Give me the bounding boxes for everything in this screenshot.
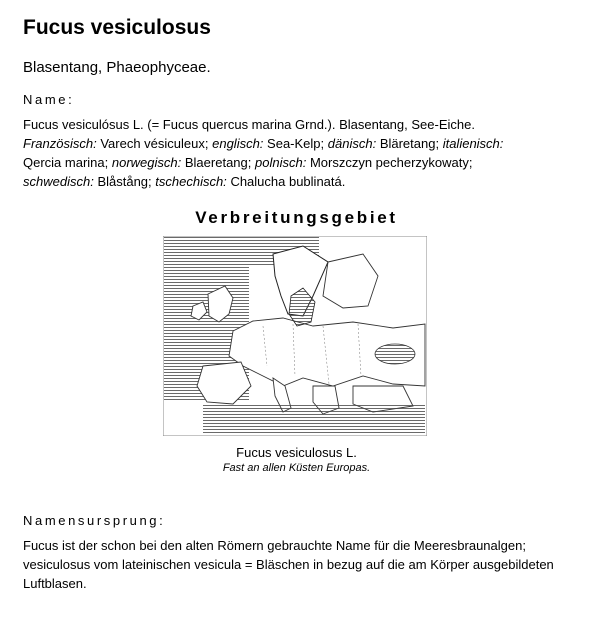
name-da: Bläretang; — [379, 136, 440, 151]
lang-da: dänisch: — [327, 136, 377, 151]
map-caption: Fucus vesiculosus L. — [236, 445, 357, 460]
origin-section-label: Namensursprung: — [23, 513, 166, 528]
map-subcaption: Fast an allen Küsten Europas. — [222, 462, 371, 474]
black-sea-hatch — [375, 344, 415, 364]
lang-fr: Französisch: — [23, 136, 97, 151]
name-sv: Blåstång; — [97, 174, 152, 189]
name-main: Fucus vesiculósus L. (= Fucus quercus marina Grnd.). Blasentang, See-Eiche. — [23, 117, 475, 132]
page-title: Fucus vesiculosus — [23, 16, 211, 39]
name-fr: Varech vésiculeux; — [100, 136, 209, 151]
lang-sv: schwedisch: — [23, 174, 94, 189]
mediterranean-hatch — [203, 404, 425, 434]
name-pl: Morszczyn pecherzykowaty; — [309, 155, 473, 170]
map-heading: Verbreitungsgebiet — [195, 208, 398, 227]
lang-en: englisch: — [212, 136, 264, 151]
lang-it: italienisch: — [442, 136, 504, 151]
name-paragraph — [23, 115, 578, 191]
name-it: Qercia marina; — [23, 155, 109, 170]
lang-pl: polnisch: — [255, 155, 307, 170]
name-en: Sea-Kelp; — [267, 136, 325, 151]
name-cs: Chalucha bublinatá. — [230, 174, 346, 189]
name-no: Blaeretang; — [184, 155, 252, 170]
lang-no: norwegisch: — [111, 155, 182, 170]
lang-cs: tschechisch: — [155, 174, 227, 189]
distribution-map — [163, 236, 427, 436]
origin-paragraph: Fucus ist der schon bei den alten Römern gebrauchte Name für die Meeresbraunalgen; vesiculosus vom lateinischen vesicula = Bläschen in bezug auf die am Körper ausgebildeten Luftblasen. — [23, 538, 554, 591]
page-subtitle: Blasentang, Phaeophyceae. — [23, 59, 211, 76]
name-section-label: Name: — [23, 92, 75, 107]
